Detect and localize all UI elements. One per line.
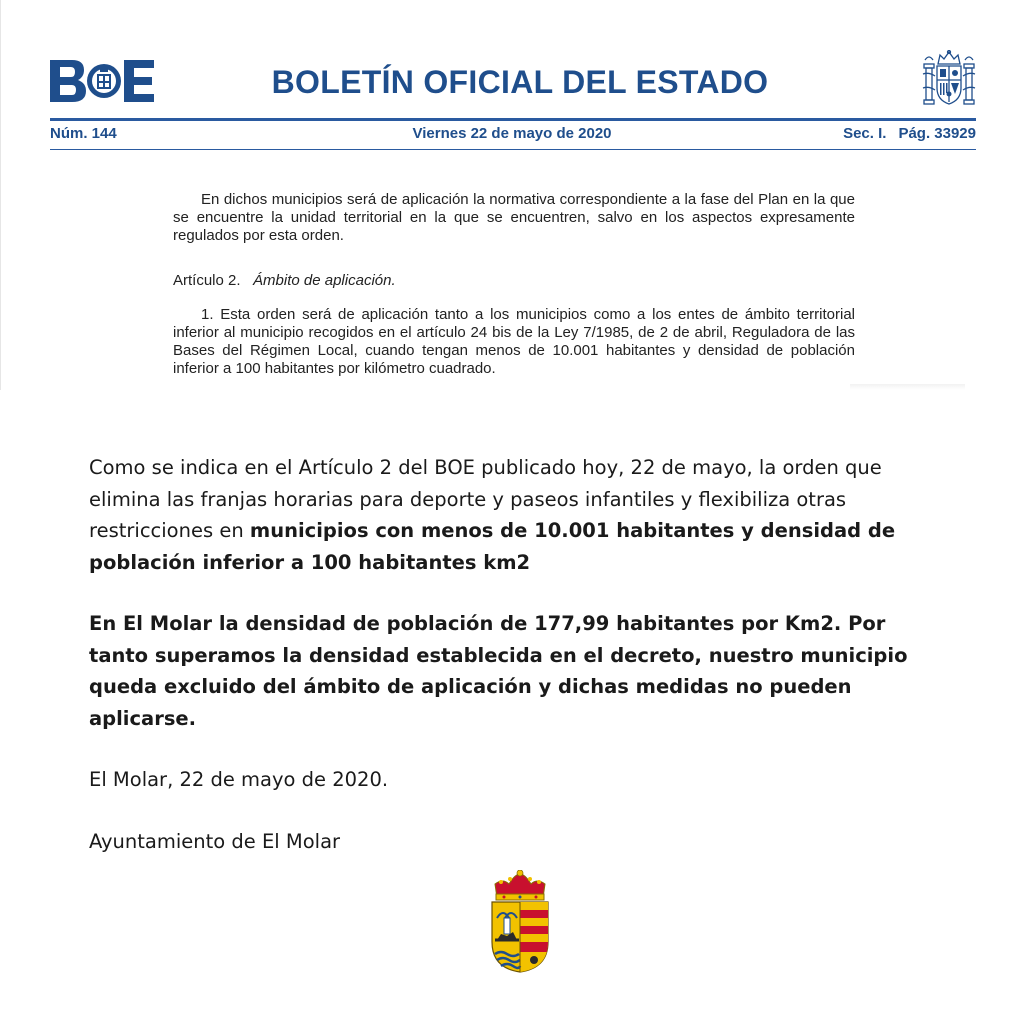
boe-title: BOLETÍN OFICIAL DEL ESTADO (271, 64, 769, 100)
announcement-signature: Ayuntamiento de El Molar (89, 829, 341, 853)
el-molar-coat-of-arms-icon (489, 870, 551, 974)
boe-paragraph-2 (173, 306, 855, 378)
boe-header-underline (50, 149, 976, 150)
boe-section-page (843, 125, 976, 142)
boe-article-number: Artículo 2. (173, 272, 241, 289)
spain-coat-of-arms-icon (922, 50, 976, 108)
announcement-intro-text: Como se indica en el Artículo 2 del BOE publicado hoy, 22 de mayo, la orden que elimina las franjas horarias para deporte y paseos infantiles y flexibiliza otras restricciones en (89, 456, 882, 542)
announcement (89, 452, 949, 857)
announcement-place-date: El Molar, 22 de mayo de 2020. (89, 768, 389, 791)
announcement-paragraph-1 (89, 452, 949, 578)
boe-logo-icon (50, 60, 154, 102)
boe-section: Sec. I. (843, 125, 887, 142)
clipping-edge (0, 0, 1, 390)
boe-paragraph-2-text: 1. Esta orden será de aplicación tanto a los municipios como a los entes de ámbito territorial inferior al municipio recogidos en el artículo 24 bis de la Ley 7/1985, de 2 de abril, Reguladora de las Bases del Régimen Local, cuando tengan menos de 10.001 habitantes y densidad de población inferior a 100 habitantes por kilómetro cuadrado. (173, 306, 855, 377)
clipping-shadow (850, 384, 965, 390)
boe-article-title: Ámbito de aplicación. (253, 272, 396, 289)
boe-issue-date: Viernes 22 de mayo de 2020 (412, 125, 612, 142)
boe-header-rule (50, 118, 976, 121)
announcement-criteria-text: municipios con menos de 10.001 habitantes y densidad de población inferior a 100 habitantes km2 (89, 519, 896, 574)
boe-page: Pág. 33929 (898, 125, 976, 142)
boe-issue-number: Núm. 144 (50, 125, 117, 142)
announcement-paragraph-2: En El Molar la densidad de población de 177,99 habitantes por Km2. Por tanto superamos la densidad establecida en el decreto, nuestro municipio queda excluido del ámbito de aplicación y dichas medidas no pueden aplicarse. (89, 612, 908, 730)
boe-clipping (0, 0, 1024, 390)
boe-paragraph-1-text: En dichos municipios será de aplicación la normativa correspondiente a la fase del Plan en la que se encuentre la unidad territorial en la que se encuentren, salvo en los aspectos expresamente regulados por esta orden. (173, 191, 855, 244)
boe-paragraph-1 (173, 191, 855, 245)
boe-article-heading (173, 272, 855, 290)
